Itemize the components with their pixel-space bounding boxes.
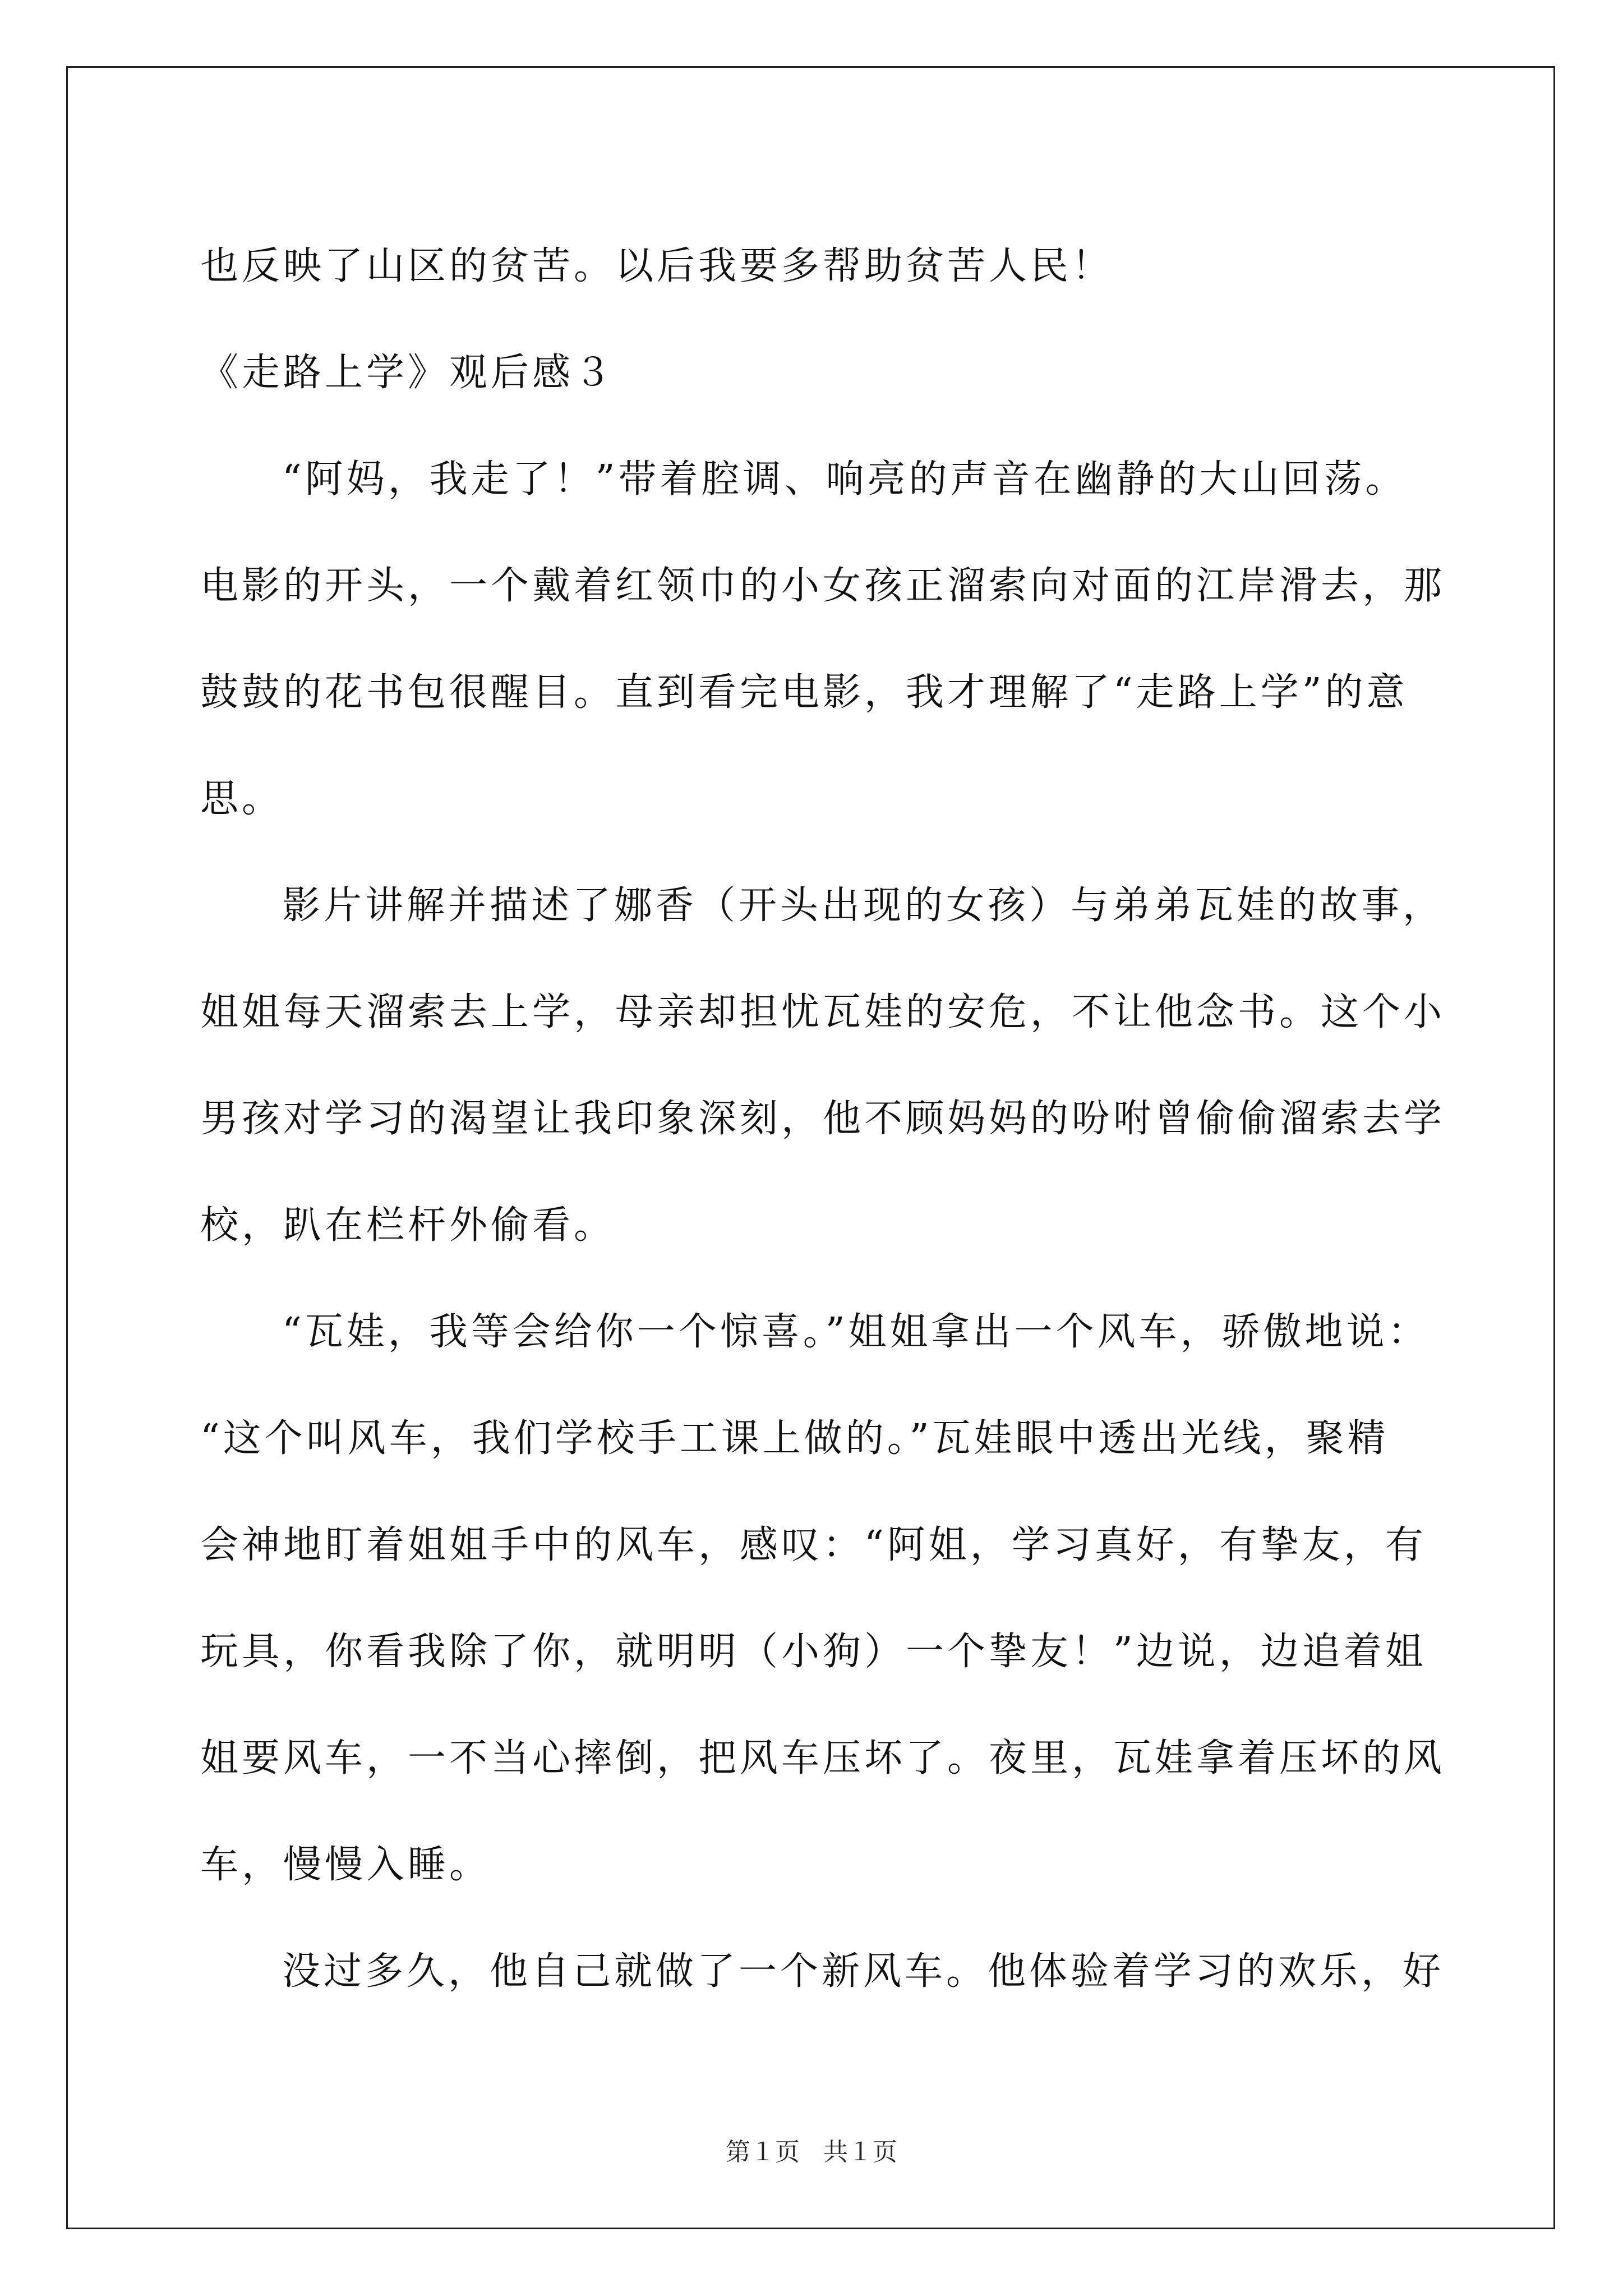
text-line: “瓦娃，我等会给你一个惊喜。”姐姐拿出一个风车，骄傲地说： — [282, 1310, 1430, 1354]
text-line: 姐姐每天溜索去上学，母亲却担忧瓦娃的安危，不让他念书。这个小 — [200, 990, 1446, 1034]
page-number: 第１页 — [726, 2138, 800, 2166]
text-line: “这个叫风车，我们学校手工课上做的。”瓦娃眼中透出光线，聚精 — [200, 1416, 1389, 1461]
text-line: 会神地盯着姐姐手中的风车，感叹：“阿姐，学习真好，有挚友，有 — [200, 1523, 1427, 1567]
page-total: 共１页 — [823, 2138, 897, 2166]
text-line: “阿妈，我走了！”带着腔调、响亮的声音在幽静的大山回荡。 — [282, 457, 1407, 501]
text-line: 影片讲解并描述了娜香（开头出现的女孩）与弟弟瓦娃的故事， — [282, 884, 1445, 928]
text-line: 思。 — [200, 777, 284, 821]
text-line: 玩具，你看我除了你，就明明（小狗）一个挚友！”边说，边追着姐 — [200, 1630, 1427, 1674]
text-line: 姐要风车，一不当心摔倒，把风车压坏了。夜里，瓦娃拿着压坏的风 — [200, 1736, 1446, 1780]
text-line: 车，慢慢入睡。 — [200, 1843, 491, 1887]
section-title: 《走路上学》观后感３ — [200, 351, 616, 395]
text-line: 没过多久，他自己就做了一个新风车。他体验着学习的欢乐，好 — [282, 1949, 1445, 1994]
page-footer — [0, 2132, 1623, 2168]
text-line: 也反映了山区的贫苦。以后我要多帮助贫苦人民！ — [200, 244, 1114, 288]
text-line: 电影的开头，一个戴着红领巾的小女孩正溜索向对面的江岸滑去，那 — [200, 564, 1446, 608]
document-body — [200, 213, 1446, 2025]
text-line: 男孩对学习的渴望让我印象深刻，他不顾妈妈的吩咐曾偷偷溜索去学 — [200, 1097, 1446, 1141]
text-line: 校，趴在栏杆外偷看。 — [200, 1203, 616, 1248]
text-line: 鼓鼓的花书包很醒目。直到看完电影，我才理解了“走路上学”的意 — [200, 670, 1408, 715]
